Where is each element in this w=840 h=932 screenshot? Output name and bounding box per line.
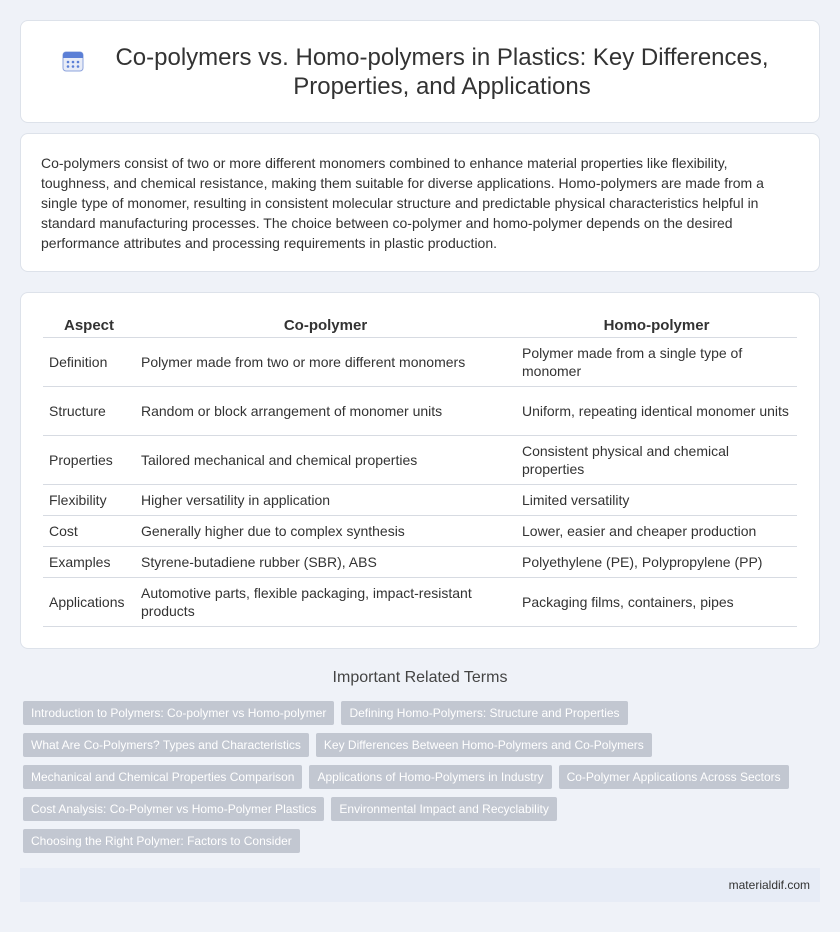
table-row [43,436,797,485]
comparison-table-card [20,292,820,649]
intro-text: Co-polymers consist of two or more different monomers combined to enhance material properties like flexibility, toughness, and chemical resistance, making them suitable for diverse applications. Homo-polymers are made from a single type of monomer, resulting in consistent molecular structure and predictable physical characteristics helpful in standard manufacturing processes. The choice between co-polymer and homo-polymer depends on the desired performance attributes and processing requirements in plastic production. [41,155,764,251]
row-homopolymer: Uniform, repeating identical monomer units [516,387,797,436]
row-aspect: Properties [43,436,135,485]
page-title: Co-polymers vs. Homo-polymers in Plastics: Key Differences, Properties, and Applications [115,43,769,100]
table-header-row [43,309,797,338]
row-homopolymer: Polymer made from a single type of monomer [516,338,797,387]
row-copolymer: Generally higher due to complex synthesis [135,516,516,547]
table-row [43,387,797,436]
table-row [43,516,797,547]
row-copolymer: Styrene-butadiene rubber (SBR), ABS [135,547,516,578]
related-term-tag[interactable]: Key Differences Between Homo-Polymers and Co-Polymers [316,733,652,757]
table-row [43,578,797,627]
related-term-tag[interactable]: Choosing the Right Polymer: Factors to Consider [23,829,300,853]
related-term-tag[interactable]: Cost Analysis: Co-Polymer vs Homo-Polymer Plastics [23,797,324,821]
row-copolymer: Polymer made from two or more different monomers [135,338,516,387]
table-row [43,338,797,387]
row-copolymer: Random or block arrangement of monomer units [135,387,516,436]
row-copolymer: Automotive parts, flexible packaging, impact-resistant products [135,578,516,627]
row-homopolymer: Polyethylene (PE), Polypropylene (PP) [516,547,797,578]
related-term-tag[interactable]: What Are Co-Polymers? Types and Characteristics [23,733,309,757]
related-terms-tags [23,701,823,861]
row-aspect: Flexibility [43,485,135,516]
title-card [20,20,820,123]
related-term-tag[interactable]: Introduction to Polymers: Co-polymer vs Homo-polymer [23,701,334,725]
row-homopolymer: Consistent physical and chemical properties [516,436,797,485]
intro-card [20,133,820,272]
related-term-tag[interactable]: Co-Polymer Applications Across Sectors [559,765,789,789]
header-copolymer: Co-polymer [135,309,516,338]
footer-site[interactable]: materialdif.com [728,878,810,892]
row-aspect: Cost [43,516,135,547]
header-aspect: Aspect [43,309,135,338]
table-row [43,547,797,578]
title-wrap [61,43,779,101]
footer [20,868,820,902]
row-aspect: Definition [43,338,135,387]
related-terms-title: Important Related Terms [332,669,508,686]
row-homopolymer: Packaging films, containers, pipes [516,578,797,627]
comparison-table [43,309,797,627]
row-copolymer: Tailored mechanical and chemical properties [135,436,516,485]
calendar-icon [61,49,85,73]
related-term-tag[interactable]: Defining Homo-Polymers: Structure and Properties [341,701,627,725]
related-term-tag[interactable]: Environmental Impact and Recyclability [331,797,556,821]
row-aspect: Structure [43,387,135,436]
table-row [43,485,797,516]
row-copolymer: Higher versatility in application [135,485,516,516]
row-homopolymer: Limited versatility [516,485,797,516]
related-term-tag[interactable]: Mechanical and Chemical Properties Comparison [23,765,302,789]
header-homopolymer: Homo-polymer [516,309,797,338]
row-aspect: Examples [43,547,135,578]
related-term-tag[interactable]: Applications of Homo-Polymers in Industry [309,765,551,789]
row-homopolymer: Lower, easier and cheaper production [516,516,797,547]
row-aspect: Applications [43,578,135,627]
